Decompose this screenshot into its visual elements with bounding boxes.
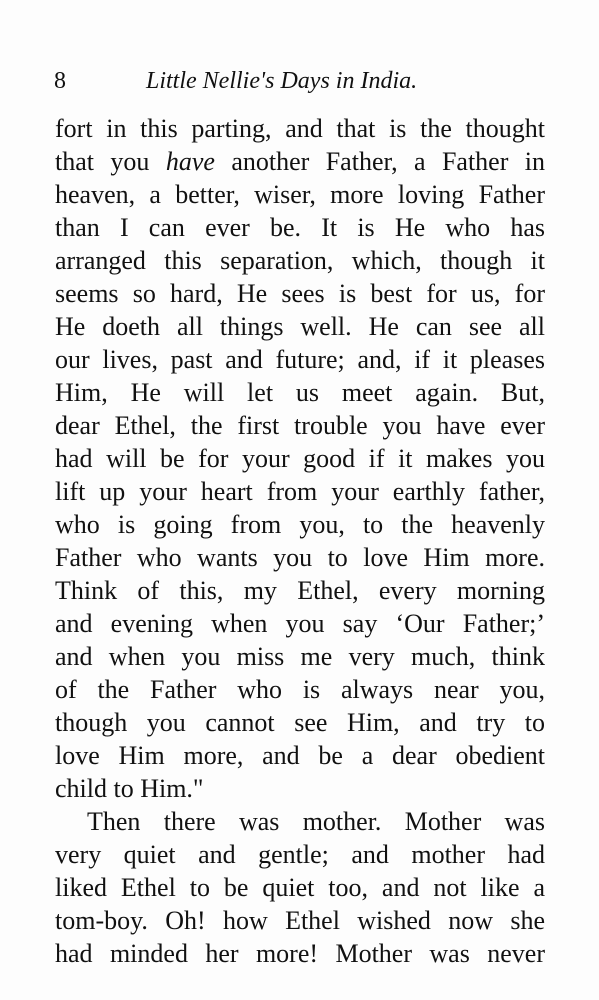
text-line: He doeth all things well. He can see all bbox=[55, 312, 545, 341]
text-line: heaven, a better, wiser, more loving Father bbox=[55, 180, 545, 209]
text-line: lift up your heart from your earthly father, bbox=[55, 477, 545, 506]
text-line: Think of this, my Ethel, every morning bbox=[55, 576, 545, 605]
paragraph bbox=[55, 805, 545, 970]
italic-word: have bbox=[165, 147, 215, 176]
text-line bbox=[55, 145, 545, 178]
text-line: Father who wants you to love Him more. bbox=[55, 543, 545, 572]
page-header bbox=[32, 68, 552, 108]
text-line: liked Ethel to be quiet too, and not like a bbox=[55, 873, 545, 902]
text-line: who is going from you, to the heavenly bbox=[55, 510, 545, 539]
body-text bbox=[55, 112, 545, 970]
text-line: tom-boy. Oh! how Ethel wished now she bbox=[55, 906, 545, 935]
text-fragment: that you bbox=[55, 147, 150, 176]
text-line: fort in this parting, and that is the thought bbox=[55, 114, 545, 143]
text-line: had minded her more! Mother was never bbox=[55, 939, 545, 968]
text-line: and when you miss me very much, think bbox=[55, 642, 545, 671]
text-line: very quiet and gentle; and mother had bbox=[55, 840, 545, 869]
text-fragment: another Father, a Father in bbox=[231, 147, 545, 176]
text-line: Him, He will let us meet again. But, bbox=[55, 378, 545, 407]
text-line: dear Ethel, the first trouble you have ever bbox=[55, 411, 545, 440]
text-line: of the Father who is always near you, bbox=[55, 675, 545, 704]
text-line: Then there was mother. Mother was bbox=[87, 807, 545, 836]
text-line: arranged this separation, which, though it bbox=[55, 246, 545, 275]
text-line: though you cannot see Him, and try to bbox=[55, 708, 545, 737]
text-line: child to Him." bbox=[55, 774, 204, 803]
text-line: and evening when you say ‘Our Father;’ bbox=[55, 609, 545, 638]
text-line: seems so hard, He sees is best for us, for bbox=[55, 279, 545, 308]
text-line: than I can ever be. It is He who has bbox=[55, 213, 545, 242]
text-line: our lives, past and future; and, if it pleases bbox=[55, 345, 545, 374]
text-line: love Him more, and be a dear obedient bbox=[55, 741, 545, 770]
paragraph bbox=[55, 112, 545, 805]
running-title: Little Nellie's Days in India. bbox=[146, 68, 418, 94]
page-number: 8 bbox=[54, 68, 66, 94]
text-line: had will be for your good if it makes you bbox=[55, 444, 545, 473]
